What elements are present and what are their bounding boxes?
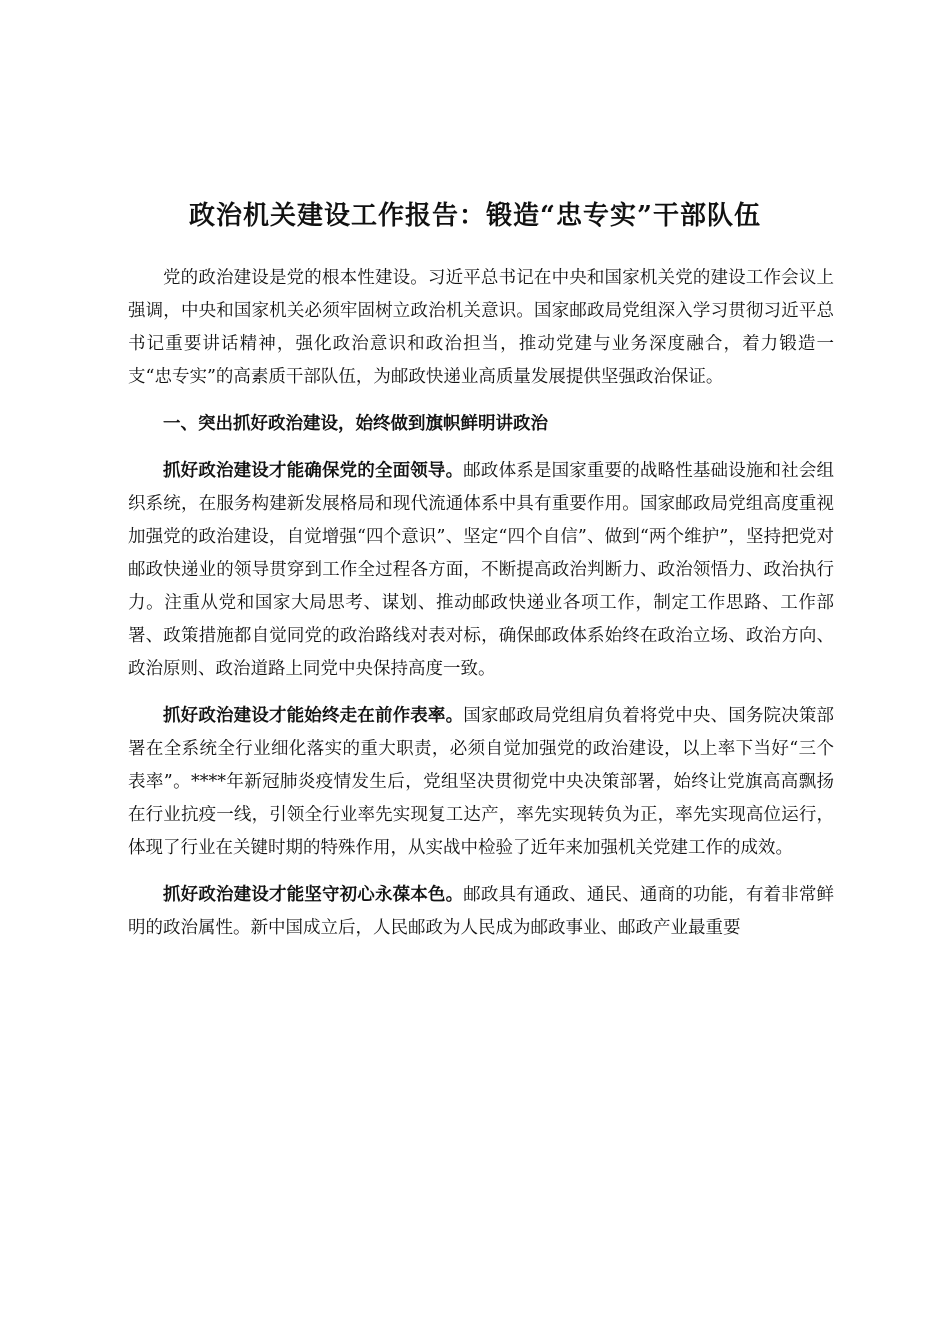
paragraph-1-body: 邮政体系是国家重要的战略性基础设施和社会组织系统，在服务构建新发展格局和现代流通体系中具有重要作用。国家邮政局党组高度重视加强党的政治建设，自觉增强“四个意识”、坚定“四个自信”、做到“两个维护”，坚持把党对邮政快递业的领导贯穿到工作全过程各方面，不断提高政治判断力、政治领悟力、政治执行力。注重从党和国家大局思考、谋划、推动邮政快递业各项工作，制定工作思路、工作部署、政策措施都自觉同党的政治路线对表对标，确保邮政体系始终在政治立场、政治方向、政治原则、政治道路上同党中央保持高度一致。 [128,461,835,679]
paragraph-1-lead: 抓好政治建设才能确保党的全面领导。 [163,461,464,481]
paragraph-1 [128,455,834,686]
document-body [128,262,834,945]
paragraph-2 [128,700,834,865]
paragraph-3-body: 邮政具有通政、通民、通商的功能，有着非常鲜明的政治属性。新中国成立后，人民邮政为人民成为邮政事业、邮政产业最重要 [128,885,835,938]
paragraph-3-lead: 抓好政治建设才能坚守初心永葆本色。 [163,885,464,905]
paragraph-2-body: 国家邮政局党组肩负着将党中央、国务院决策部署在全系统全行业细化落实的重大职责，必须自觉加强党的政治建设，以上率下当好“三个表率”。****年新冠肺炎疫情发生后，党组坚决贯彻党中央决策部署，始终让党旗高高飘扬在行业抗疫一线，引领全行业率先实现复工达产，率先实现转负为正，率先实现高位运行，体现了行业在关键时期的特殊作用，从实战中检验了近年来加强机关党建工作的成效。 [128,706,835,858]
section-heading-1: 一、突出抓好政治建设，始终做到旗帜鲜明讲政治 [163,414,548,434]
document-title: 政治机关建设工作报告：锻造“忠专实”干部队伍 [189,201,761,231]
paragraph-3 [128,879,834,945]
paragraph-2-lead: 抓好政治建设才能始终走在前作表率。 [163,706,464,726]
intro-paragraph: 党的政治建设是党的根本性建设。习近平总书记在中央和国家机关党的建设工作会议上强调，中央和国家机关必须牢固树立政治机关意识。国家邮政局党组深入学习贯彻习近平总书记重要讲话精神，强化政治意识和政治担当，推动党建与业务深度融合，着力锻造一支“忠专实”的高素质干部队伍，为邮政快递业高质量发展提供坚强政治保证。 [128,268,834,387]
